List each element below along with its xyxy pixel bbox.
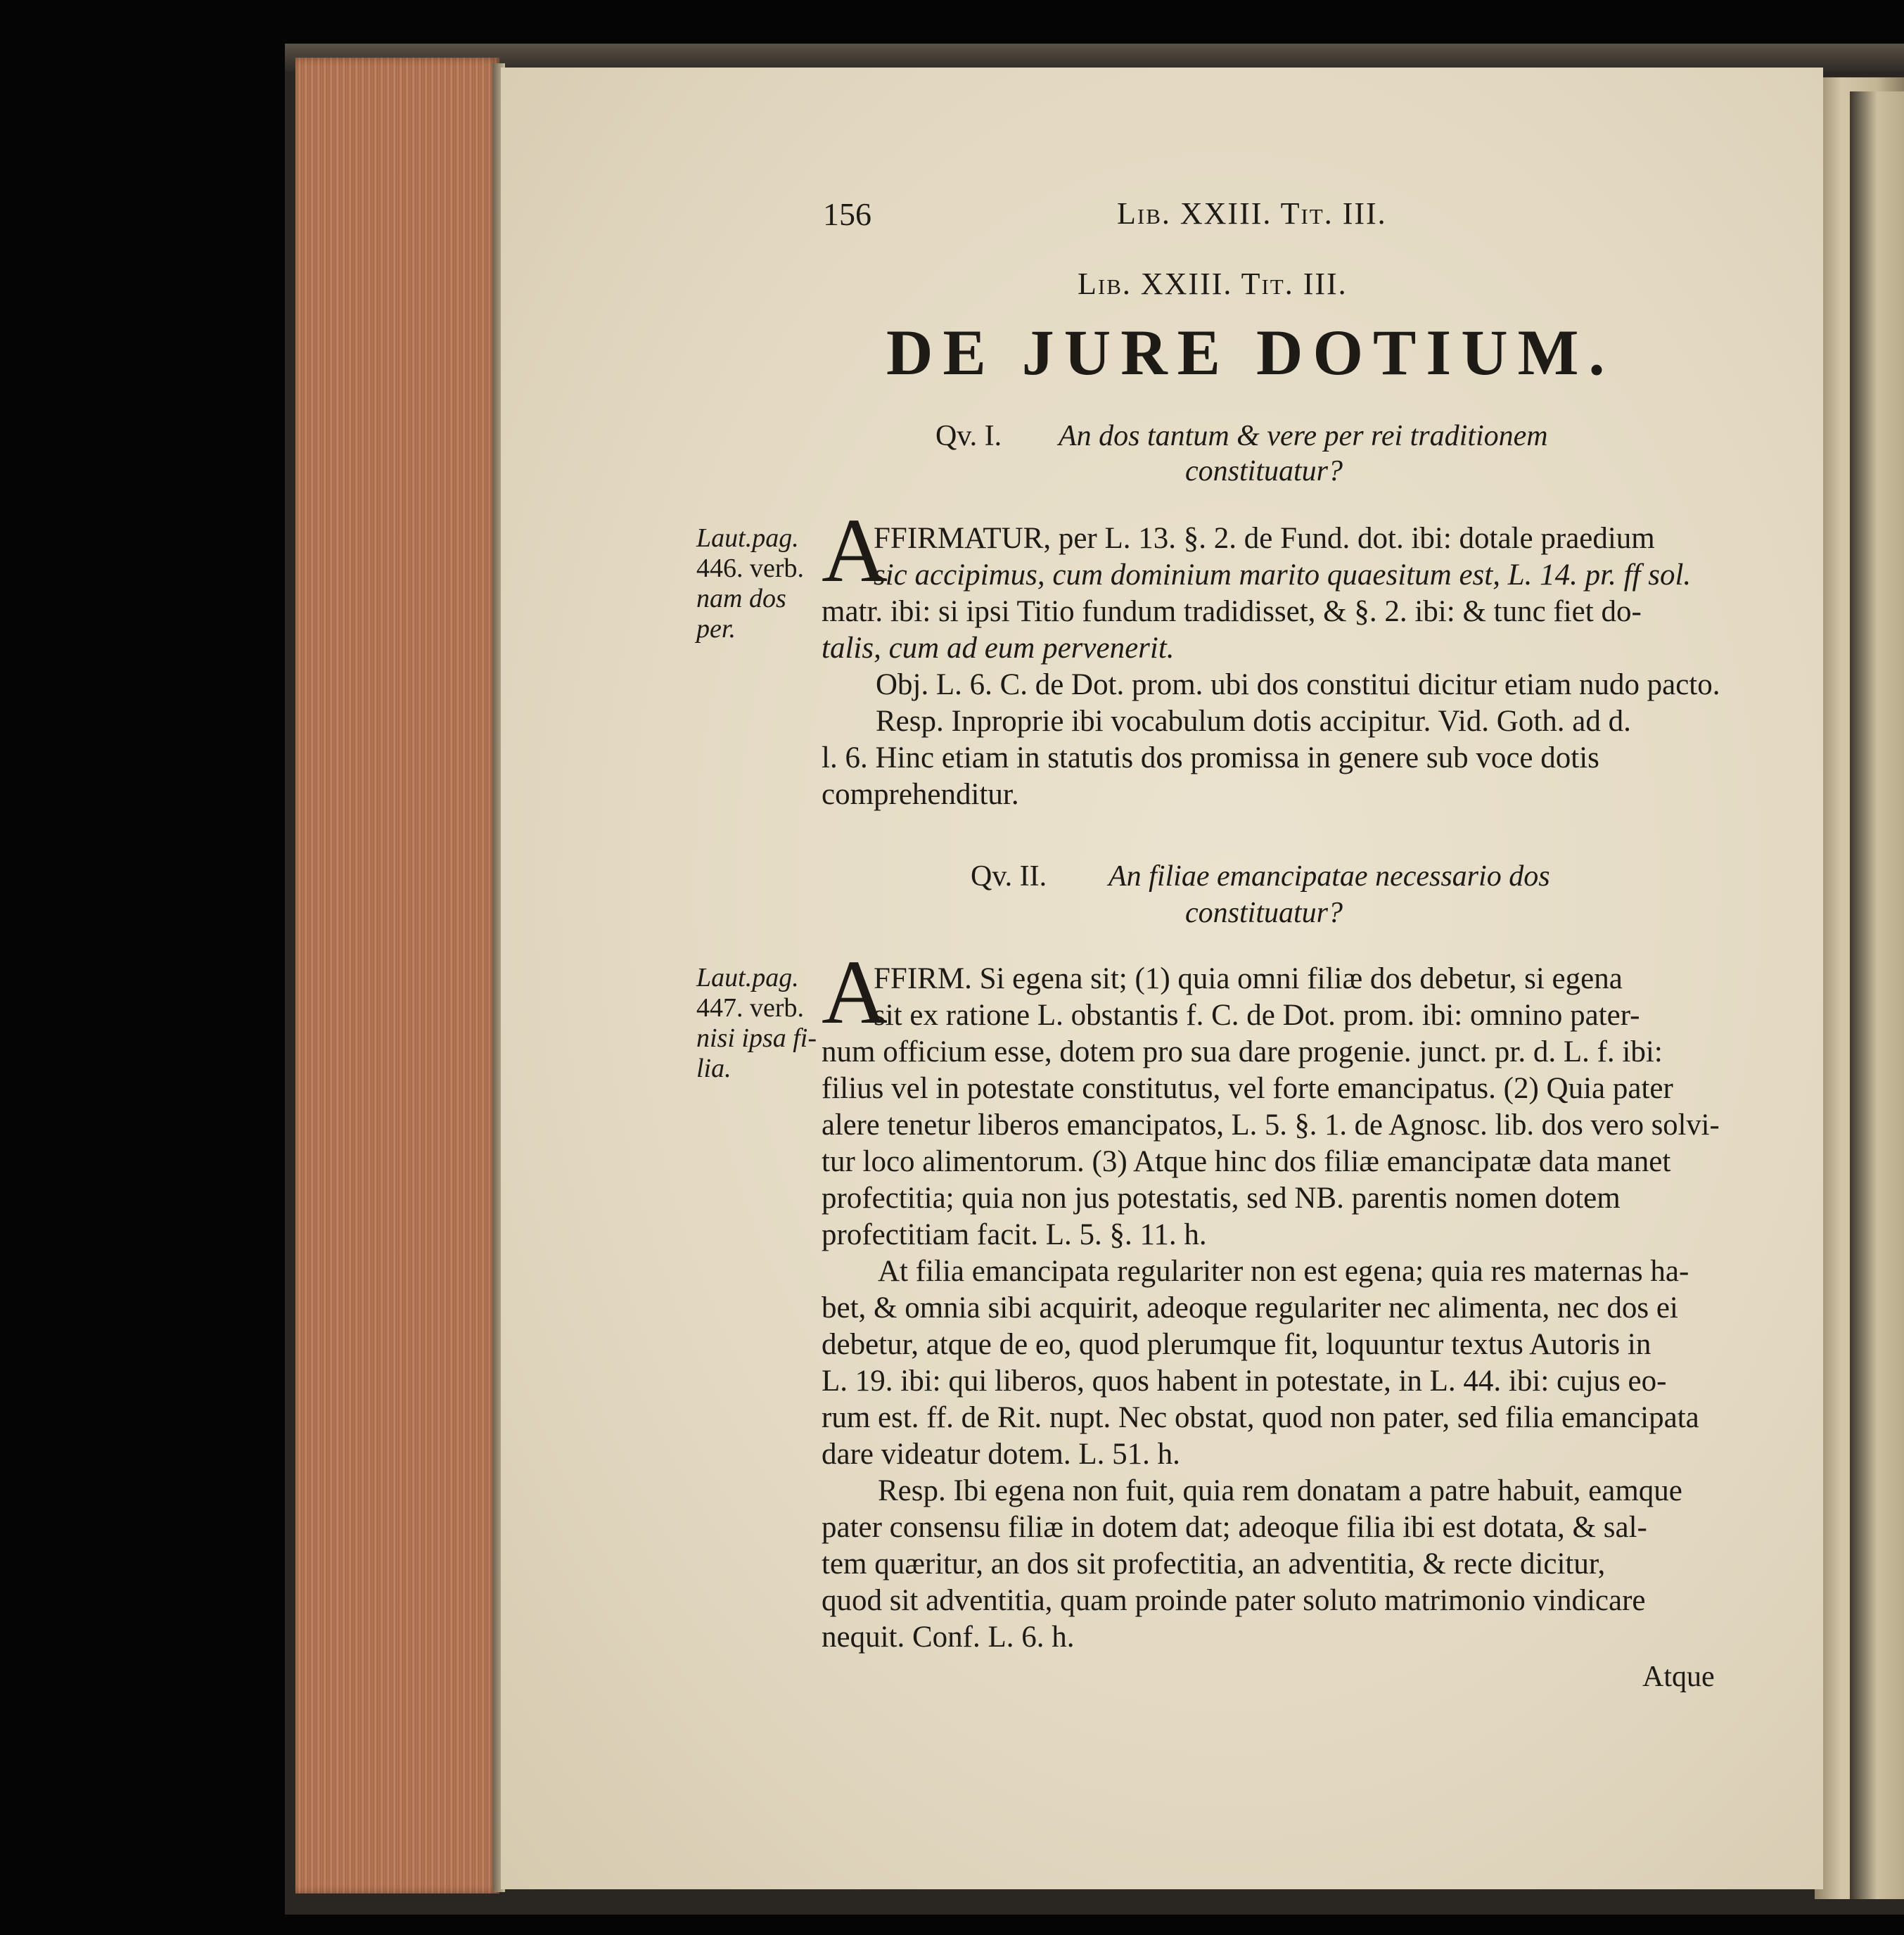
q2-line: pater consensu filiæ in dotem dat; adeoque filia ibi est dotata, & sal- [822, 1511, 1647, 1544]
q2-line: At filia emancipata regulariter non est egena; quia res maternas ha- [878, 1255, 1689, 1288]
q2-line: tem quæritur, an dos sit profectitia, an adventitia, & recte dicitur, [822, 1547, 1606, 1580]
page-number: 156 [823, 196, 871, 232]
q2-line: filius vel in potestate constitutus, vel forte emancipatus. (2) Quia pater [822, 1072, 1673, 1105]
question-1-label: Qv. I. [935, 420, 1002, 452]
q1-line: Resp. Inproprie ibi vocabulum dotis accipitur. Vid. Goth. ad d. [876, 705, 1631, 738]
running-head: Lib. XXIII. Tit. III. [1117, 196, 1387, 231]
q2-line: num officium esse, dotem pro sua dare progenie. junct. pr. d. L. f. ibi: [822, 1035, 1663, 1068]
question-2-line-1: An filiae emancipatae necessario dos [1108, 860, 1550, 893]
question-1-line-1: An dos tantum & vere per rei traditionem [1059, 420, 1548, 452]
q2-line: bet, & omnia sibi acquirit, adeoque regulariter nec alimenta, nec dos ei [822, 1291, 1678, 1324]
q2-margin-note-4: lia. [696, 1054, 731, 1083]
catchword: Atque [1642, 1661, 1715, 1693]
q2-line: Resp. Ibi egena non fuit, quia rem donatam a patre habuit, eamque [878, 1474, 1682, 1507]
page-title: DE JURE DOTIUM. [886, 317, 1615, 388]
q2-margin-note-2: 447. verb. [696, 993, 805, 1023]
q2-line: dare videatur dotem. L. 51. h. [822, 1438, 1180, 1471]
question-1-line-2: constituatur? [1185, 455, 1343, 487]
q2-line: alere tenetur liberos emancipatos, L. 5. §. 1. de Agnosc. lib. dos vero solvi- [822, 1109, 1720, 1142]
q1-margin-note-3: nam dos [696, 584, 786, 613]
q2-line: tur loco alimentorum. (3) Atque hinc dos filiæ emancipatæ data manet [822, 1145, 1671, 1178]
q2-line: profectitia; quia non jus potestatis, sed NB. parentis nomen dotem [822, 1182, 1621, 1215]
q1-line: FFIRMATUR, per L. 13. §. 2. de Fund. dot. ibi: dotale praedium [874, 522, 1655, 555]
question-2-line-2: constituatur? [1185, 897, 1343, 929]
q2-margin-note-3: nisi ipsa fi- [696, 1023, 817, 1053]
page-edges [295, 58, 499, 1894]
q1-line: sic accipimus, cum dominium marito quaesitum est, L. 14. pr. ff sol. [874, 558, 1692, 592]
q2-line: quod sit adventitia, quam proinde pater soluto matrimonio vindicare [822, 1584, 1646, 1617]
q2-line: nequit. Conf. L. 6. h. [822, 1621, 1075, 1654]
q1-drop-cap: A [822, 500, 888, 601]
q1-margin-note-1: Laut.pag. [696, 523, 799, 553]
q1-line: l. 6. Hinc etiam in statutis dos promissa in genere sub voce dotis [822, 741, 1599, 774]
section-head: Lib. XXIII. Tit. III. [1078, 267, 1348, 301]
q1-line: comprehenditur. [822, 778, 1019, 811]
q1-line: Obj. L. 6. C. de Dot. prom. ubi dos constitui dicitur etiam nudo pacto. [876, 668, 1720, 701]
q1-line: matr. ibi: si ipsi Titio fundum tradidisset, & §. 2. ibi: & tunc fiet do- [822, 595, 1642, 628]
q2-line: FFIRM. Si egena sit; (1) quia omni filiæ dos debetur, si egena [874, 962, 1623, 995]
q2-line: profectitiam facit. L. 5. §. 11. h. [822, 1218, 1207, 1251]
q2-line: sit ex ratione L. obstantis f. C. de Dot. prom. ibi: omnino pater- [874, 999, 1640, 1032]
q2-line: L. 19. ibi: qui liberos, quos habent in potestate, in L. 44. ibi: cujus eo- [822, 1365, 1667, 1398]
q2-drop-cap: A [822, 942, 888, 1043]
question-2-label: Qv. II. [971, 860, 1047, 893]
q2-line: rum est. ff. de Rit. nupt. Nec obstat, quod non pater, sed filia emancipata [822, 1401, 1699, 1434]
facing-page-strip [1850, 91, 1904, 1899]
q1-margin-note-2: 446. verb. [696, 554, 805, 583]
q1-line: talis, cum ad eum pervenerit. [822, 632, 1175, 665]
q2-line: debetur, atque de eo, quod plerumque fit, loquuntur textus Autoris in [822, 1328, 1651, 1361]
q2-margin-note-1: Laut.pag. [696, 963, 799, 992]
q1-margin-note-4: per. [696, 614, 736, 644]
